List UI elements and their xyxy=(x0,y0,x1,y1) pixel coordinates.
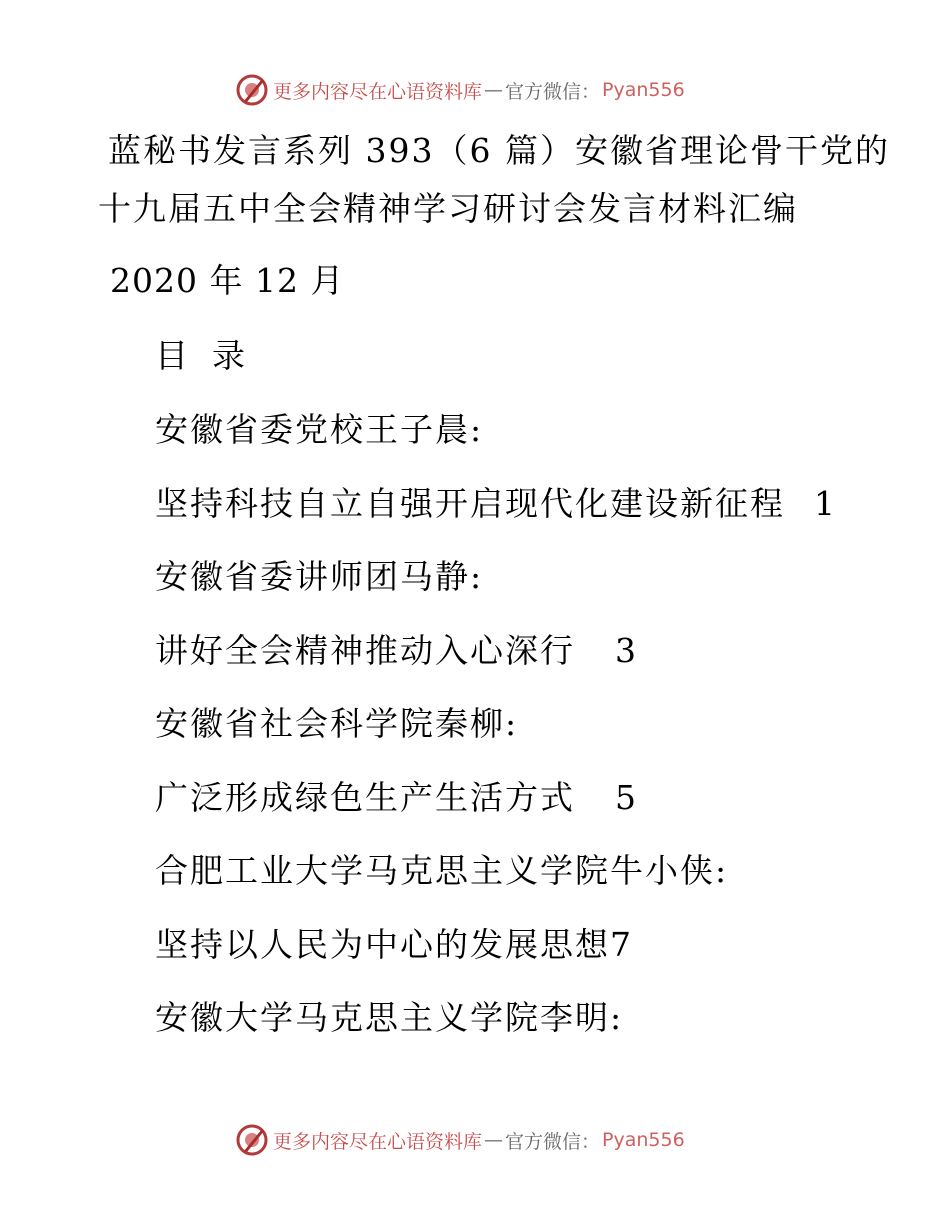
document-date: 2020 年 12 月 xyxy=(110,261,345,300)
banner-separator: — xyxy=(484,79,504,101)
toc-entry[interactable] xyxy=(155,626,855,700)
toc-entry-title: 广泛形成绿色生产生活方式 xyxy=(155,777,575,817)
toc-entry[interactable] xyxy=(155,773,855,847)
toc-page-number: 3 xyxy=(615,630,638,670)
toc-author xyxy=(155,993,855,1067)
banner-label: 官方微信： xyxy=(505,1130,601,1153)
banner-text: 更多内容尽在心语资料库 xyxy=(273,1130,483,1153)
toc-author xyxy=(155,699,855,773)
toc-author xyxy=(155,846,855,920)
toc-entry[interactable] xyxy=(155,479,855,553)
toc-author-name: 安徽省社会科学院秦柳: xyxy=(155,704,519,743)
toc-page-number: 7 xyxy=(610,924,633,964)
title-line-2: 十九届五中全会精神学习研讨会发言材料汇编 xyxy=(98,189,798,228)
banner-text: 更多内容尽在心语资料库 xyxy=(273,80,483,103)
toc-entry[interactable] xyxy=(155,920,855,994)
quill-seal-icon xyxy=(235,1123,269,1157)
footer-banner xyxy=(235,1122,685,1158)
toc-entry-title: 讲好全会精神推动入心深行 xyxy=(155,630,575,670)
banner-separator: — xyxy=(484,1129,504,1151)
toc-author-name: 安徽省委讲师团马静: xyxy=(155,557,484,596)
document-title xyxy=(98,122,918,238)
toc-heading-char-2: 录 xyxy=(212,336,245,375)
toc-author-name: 安徽省委党校王子晨: xyxy=(155,410,484,449)
toc-author xyxy=(155,405,855,479)
toc-author-name: 合肥工业大学马克思主义学院牛小侠: xyxy=(155,851,729,890)
table-of-contents xyxy=(155,405,855,1067)
toc-page-number: 1 xyxy=(814,483,837,523)
toc-entry-title: 坚持科技自立自强开启现代化建设新征程 xyxy=(155,483,785,523)
toc-entry-title: 坚持以人民为中心的发展思想 xyxy=(155,924,610,964)
toc-author xyxy=(155,552,855,626)
toc-heading-char-1: 目 xyxy=(155,336,188,375)
banner-label: 官方微信： xyxy=(505,80,601,103)
banner-wechat-id: Pyan556 xyxy=(602,79,685,101)
quill-seal-icon xyxy=(235,73,269,107)
toc-page-number: 5 xyxy=(615,777,638,817)
toc-heading xyxy=(155,330,245,377)
banner-wechat-id: Pyan556 xyxy=(602,1129,685,1151)
header-banner xyxy=(235,72,685,108)
title-line-1: 蓝秘书发言系列 393（6 篇）安徽省理论骨干党的 xyxy=(108,131,890,170)
toc-author-name: 安徽大学马克思主义学院李明: xyxy=(155,998,624,1037)
